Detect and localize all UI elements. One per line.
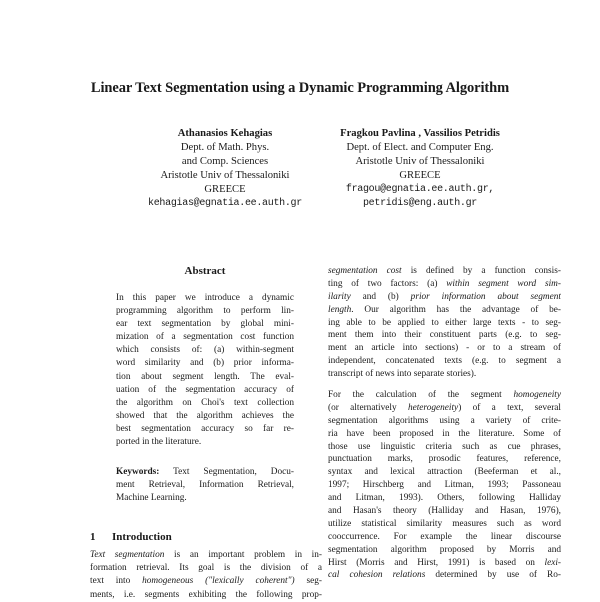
author-email: fragou@egnatia.ee.auth.gr, xyxy=(345,184,495,195)
text-line: For the calculation of the segment homogeneity xyxy=(328,390,561,401)
text-line: text into homogeneous ("lexically coherent") seg- xyxy=(90,576,322,587)
text-line: independent, concatenated texts (e.g. to segment a xyxy=(328,356,561,367)
author-name: Fragkou Pavlina , Vassilios Petridis xyxy=(340,128,500,139)
abstract-line: uation of the segmentation accuracy of xyxy=(116,384,294,395)
text-line: cooccurrence. For example the linear discourse xyxy=(328,531,561,542)
abstract-line: In this paper we introduce a dynamic xyxy=(116,293,294,303)
abstract-line: word similarity and (b) prior informa- xyxy=(116,358,294,369)
affiliation-line: Dept. of Math. Phys. xyxy=(180,142,270,153)
keywords-text: Machine Learning. xyxy=(116,493,187,504)
keywords-label: Keywords: xyxy=(116,467,160,477)
text-line: length. Our algorithm has the advantage of be- xyxy=(328,304,561,315)
keywords-text: ment Retrieval, Information Retrieval, xyxy=(116,480,294,491)
text-line: cal cohesion relations determined by use of Ro- xyxy=(328,570,561,581)
paragraph xyxy=(328,389,561,582)
section-number: 1 xyxy=(90,531,96,543)
introduction-body xyxy=(90,549,322,602)
text-line: Hirst (Morris and Hirst, 1991) is based on lexi- xyxy=(328,557,561,568)
paragraph xyxy=(328,265,561,381)
abstract-line: which consists of: (a) within-segment xyxy=(116,345,294,356)
text-line: syntax and lexical attraction (Beeferman et al., xyxy=(328,467,561,478)
text-line: Text segmentation is an important problem in in- xyxy=(90,550,322,560)
section-title: Introduction xyxy=(112,531,172,543)
affiliation-line: GREECE xyxy=(204,184,246,195)
author-email: kehagias@egnatia.ee.auth.gr xyxy=(148,198,302,209)
text-line: ilarity and (b) prior information about segment xyxy=(328,291,561,302)
text-line: ting of two factors: (a) within segment word sim- xyxy=(328,278,561,289)
text-line: ment them into their constituent parts (e.g. to seg- xyxy=(328,330,561,341)
abstract-line: ported in the literature. xyxy=(116,437,202,448)
text-line: punctuation marks, prosodic features, reference, xyxy=(328,454,561,465)
text-line: segmentation cost is defined by a function consis- xyxy=(328,266,561,276)
text-line: ments, i.e. segments exhibiting the following prop- xyxy=(90,589,322,600)
text-line: ment an article into sections) - or to a stream of xyxy=(328,343,561,354)
abstract-line: mization of a segmentation cost function xyxy=(116,332,294,343)
abstract-heading: Abstract xyxy=(184,265,226,277)
author-name: Athanasios Kehagias xyxy=(177,128,273,139)
affiliation-line: GREECE xyxy=(399,170,441,181)
abstract-line: showed that the algorithm achieves the xyxy=(116,410,294,421)
affiliation-line: Aristotle Univ of Thessaloniki xyxy=(355,156,485,167)
text-line: formation retrieval. Its goal is the division of a xyxy=(90,563,322,574)
text-line: utilize statistical similarity measures such as word xyxy=(328,518,561,529)
affiliation-line: and Comp. Sciences xyxy=(181,156,269,167)
abstract-body xyxy=(116,292,294,449)
text-line: transcript of news into separate stories). xyxy=(328,369,477,380)
keywords-text: Text Segmentation, Docu- xyxy=(173,467,294,477)
text-line: (or alternatively heterogeneity) of a text, several xyxy=(328,402,561,413)
text-line: ing able to be applied to either large texts - to seg- xyxy=(328,317,561,328)
text-line: ria have been proposed in the literature. Some of xyxy=(328,428,561,439)
affiliation-line: Aristotle Univ of Thessaloniki xyxy=(160,170,290,181)
right-column xyxy=(328,265,561,582)
abstract-line: the algorithm on Choi's text collection xyxy=(116,397,294,408)
abstract-line: ear text segmentation by global mini- xyxy=(116,319,294,330)
section-heading xyxy=(90,531,172,543)
text-line: those use linguistic criteria such as cue phrases, xyxy=(328,441,561,452)
paper-title: Linear Text Segmentation using a Dynamic Programming Algorithm xyxy=(90,80,510,96)
text-line: 1997; Hirschberg and Litman, 1993; Passoneau xyxy=(328,480,561,491)
abstract-line: best segmentation accuracy so far re- xyxy=(116,423,294,434)
abstract-line: tion about segment length. The eval- xyxy=(116,371,294,382)
text-line: segmentation algorithms using a variety of crite- xyxy=(328,415,561,426)
author-block-2 xyxy=(300,127,540,211)
text-line: segmentation algorithm proposed by Morris and xyxy=(328,544,561,555)
keywords xyxy=(116,466,294,505)
text-line: and Litman, 1993). Others, following Halliday xyxy=(328,493,561,504)
author-email: petridis@eng.auth.gr xyxy=(362,198,478,209)
abstract-line: programming algorithm to perform lin- xyxy=(116,306,294,317)
text-line: and Hasan's theory (Halliday and Hasan, 1976), xyxy=(328,506,561,517)
affiliation-line: Dept. of Elect. and Computer Eng. xyxy=(346,142,494,153)
